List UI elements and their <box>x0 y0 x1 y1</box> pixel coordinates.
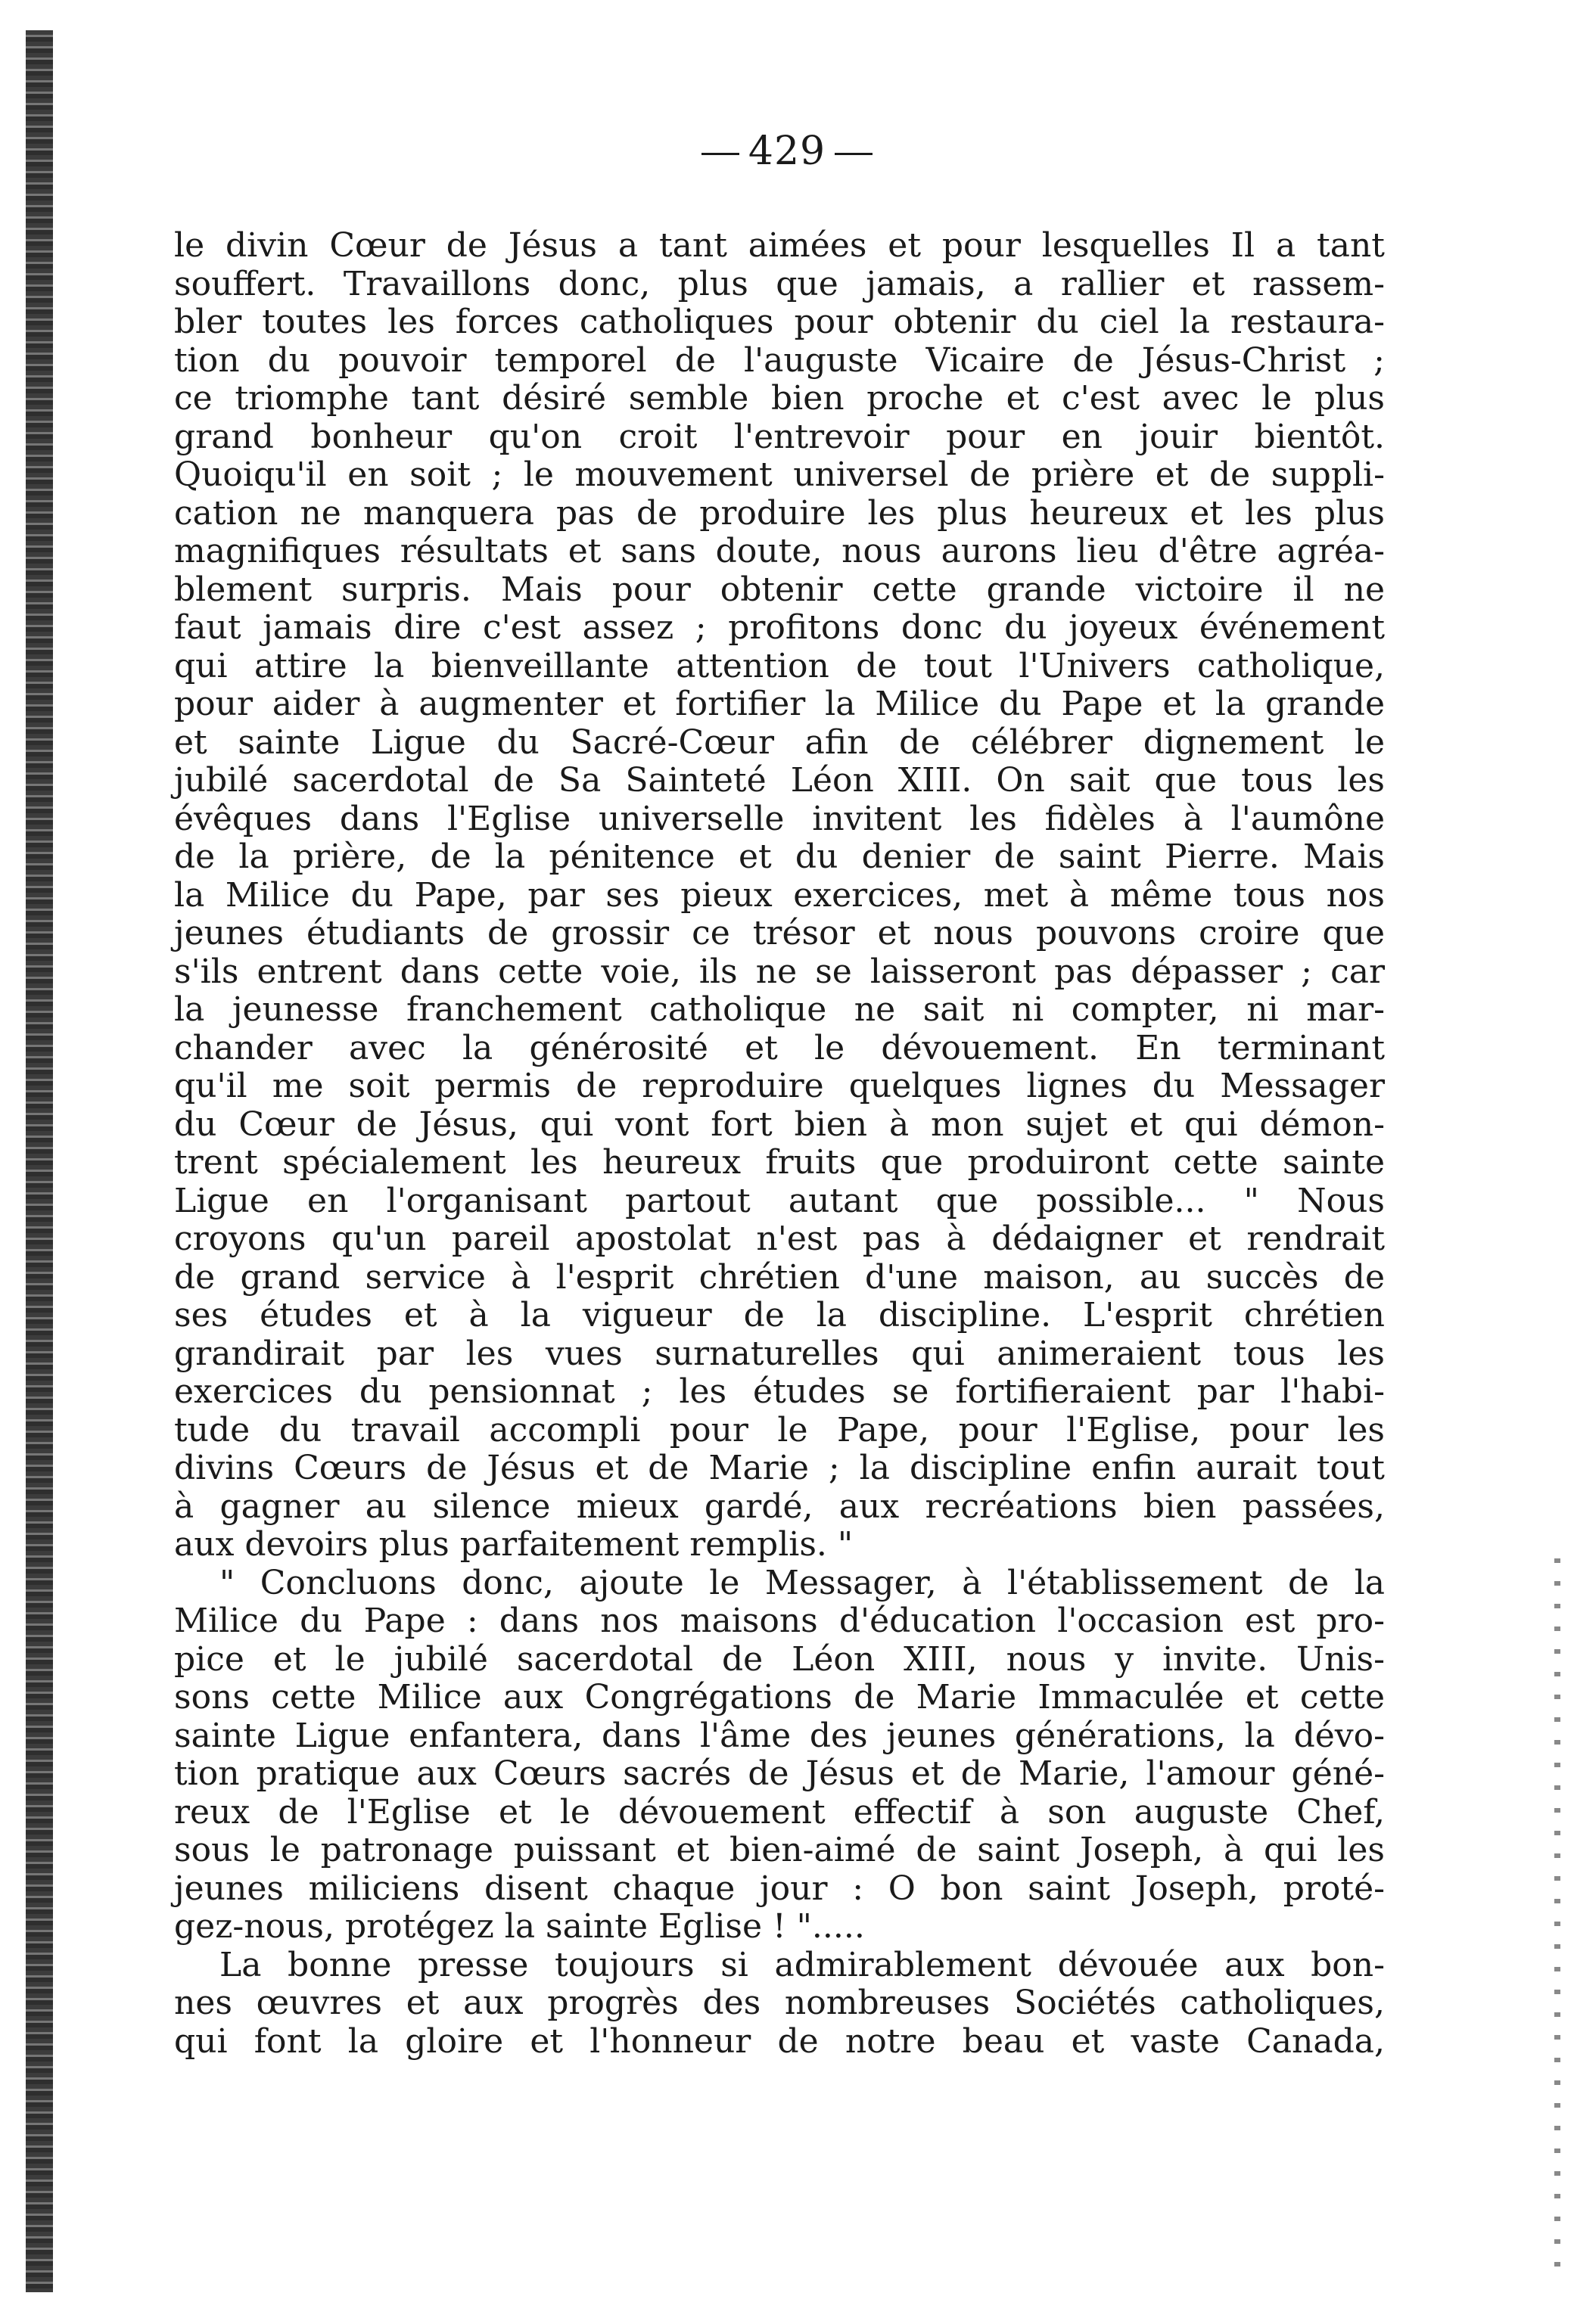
text-line: reux de l'Eglise et le dévouement effectif à son auguste Chef, <box>174 1792 1385 1832</box>
text-line: tion du pouvoir temporel de l'auguste Vicaire de Jésus-Christ ; <box>174 340 1385 380</box>
text-line: nes œuvres et aux progrès des nombreuses Sociétés catholiques, <box>174 1984 1385 2022</box>
body-text <box>174 227 1385 2061</box>
page-number <box>0 129 1574 174</box>
text-line: divins Cœurs de Jésus et de Marie ; la discipline enfin aurait tout <box>174 1449 1385 1487</box>
text-line: le divin Cœur de Jésus a tant aimées et pour lesquelles Il a tant <box>174 226 1385 265</box>
text-line: jubilé sacerdotal de Sa Sainteté Léon XIII. On sait que tous les <box>174 761 1385 800</box>
text-line: trent spécialement les heureux fruits que produiront cette sainte <box>174 1143 1385 1182</box>
text-line: Quoiqu'il en soit ; le mouvement universel de prière et de suppli- <box>174 455 1385 494</box>
text-line: qu'il me soit permis de reproduire quelques lignes du Messager <box>174 1067 1385 1105</box>
text-line: chander avec la générosité et le dévouement. En terminant <box>174 1028 1385 1067</box>
text-line: de grand service à l'esprit chrétien d'une maison, au succès de <box>174 1257 1385 1297</box>
text-line: ce triomphe tant désiré semble bien proche et c'est avec le plus <box>174 379 1385 418</box>
text-line: croyons qu'un pareil apostolat n'est pas à dédaigner et rendrait <box>174 1219 1385 1258</box>
margin-speckles <box>1554 1558 1560 2285</box>
text-line: sons cette Milice aux Congrégations de Marie Immaculée et cette <box>174 1678 1385 1717</box>
text-line: pour aider à augmenter et fortifier la Milice du Pape et la grande <box>174 685 1385 723</box>
text-line: grandirait par les vues surnaturelles qui animeraient tous les <box>174 1334 1385 1373</box>
text-line: pice et le jubilé sacerdotal de Léon XIII, nous y invite. Unis- <box>174 1639 1385 1679</box>
text-line: du Cœur de Jésus, qui vont fort bien à mon sujet et qui démon- <box>174 1105 1385 1144</box>
text-line: s'ils entrent dans cette voie, ils ne se laisseront pas dépasser ; car <box>174 952 1385 991</box>
text-line: qui attire la bienveillante attention de tout l'Univers catholique, <box>174 646 1385 685</box>
right-dash <box>835 153 873 155</box>
left-dash <box>701 153 739 155</box>
text-line: sainte Ligue enfantera, dans l'âme des jeunes générations, la dévo- <box>174 1716 1385 1755</box>
text-line: magnifiques résultats et sans doute, nous aurons lieu d'être agréa- <box>174 532 1385 570</box>
text-line: Milice du Pape : dans nos maisons d'éducation l'occasion est pro- <box>174 1602 1385 1640</box>
text-line: à gagner au silence mieux gardé, aux recréations bien passées, <box>174 1487 1385 1526</box>
text-line: blement surpris. Mais pour obtenir cette grande victoire il ne <box>174 570 1385 609</box>
text-line: tion pratique aux Cœurs sacrés de Jésus et de Marie, l'amour géné- <box>174 1754 1385 1793</box>
text-line: et sainte Ligue du Sacré-Cœur afin de célébrer dignement le <box>174 722 1385 762</box>
binding-edge <box>26 30 53 2292</box>
text-line: souffert. Travaillons donc, plus que jamais, a rallier et rassem- <box>174 264 1385 303</box>
text-line: ses études et à la vigueur de la discipline. L'esprit chrétien <box>174 1296 1385 1334</box>
text-line: évêques dans l'Eglise universelle invitent les fidèles à l'aumône <box>174 799 1385 838</box>
text-line: bler toutes les forces catholiques pour obtenir du ciel la restaura- <box>174 303 1385 341</box>
text-line: La bonne presse toujours si admirablement dévouée aux bon- <box>219 1945 1385 1984</box>
page-number-text: 429 <box>748 129 826 174</box>
text-line: la jeunesse franchement catholique ne sait ni compter, ni mar- <box>174 990 1385 1029</box>
text-line: jeunes miliciens disent chaque jour : O bon saint Joseph, proté- <box>174 1869 1385 1908</box>
text-line: " Concluons donc, ajoute le Messager, à l'établissement de la <box>219 1563 1385 1602</box>
text-line: tude du travail accompli pour le Pape, pour l'Eglise, pour les <box>174 1410 1385 1449</box>
text-line: gez-nous, protégez la sainte Eglise ! "..... <box>174 1907 865 1946</box>
text-line: sous le patronage puissant et bien-aimé de saint Joseph, à qui les <box>174 1831 1385 1869</box>
text-line: de la prière, de la pénitence et du denier de saint Pierre. Mais <box>174 837 1385 876</box>
text-line: la Milice du Pape, par ses pieux exercices, met à même tous nos <box>174 875 1385 915</box>
text-line: qui font la gloire et l'honneur de notre beau et vaste Canada, <box>174 2021 1385 2061</box>
text-line: aux devoirs plus parfaitement remplis. " <box>174 1525 854 1564</box>
text-line: Ligue en l'organisant partout autant que possible... " Nous <box>174 1181 1385 1220</box>
text-line: jeunes étudiants de grossir ce trésor et nous pouvons croire que <box>174 914 1385 952</box>
text-line: grand bonheur qu'on croit l'entrevoir pour en jouir bientôt. <box>174 417 1385 456</box>
text-line: faut jamais dire c'est assez ; profitons donc du joyeux événement <box>174 608 1385 647</box>
text-line: exercices du pensionnat ; les études se fortifieraient par l'habi- <box>174 1372 1385 1411</box>
text-line: cation ne manquera pas de produire les plus heureux et les plus <box>174 493 1385 533</box>
